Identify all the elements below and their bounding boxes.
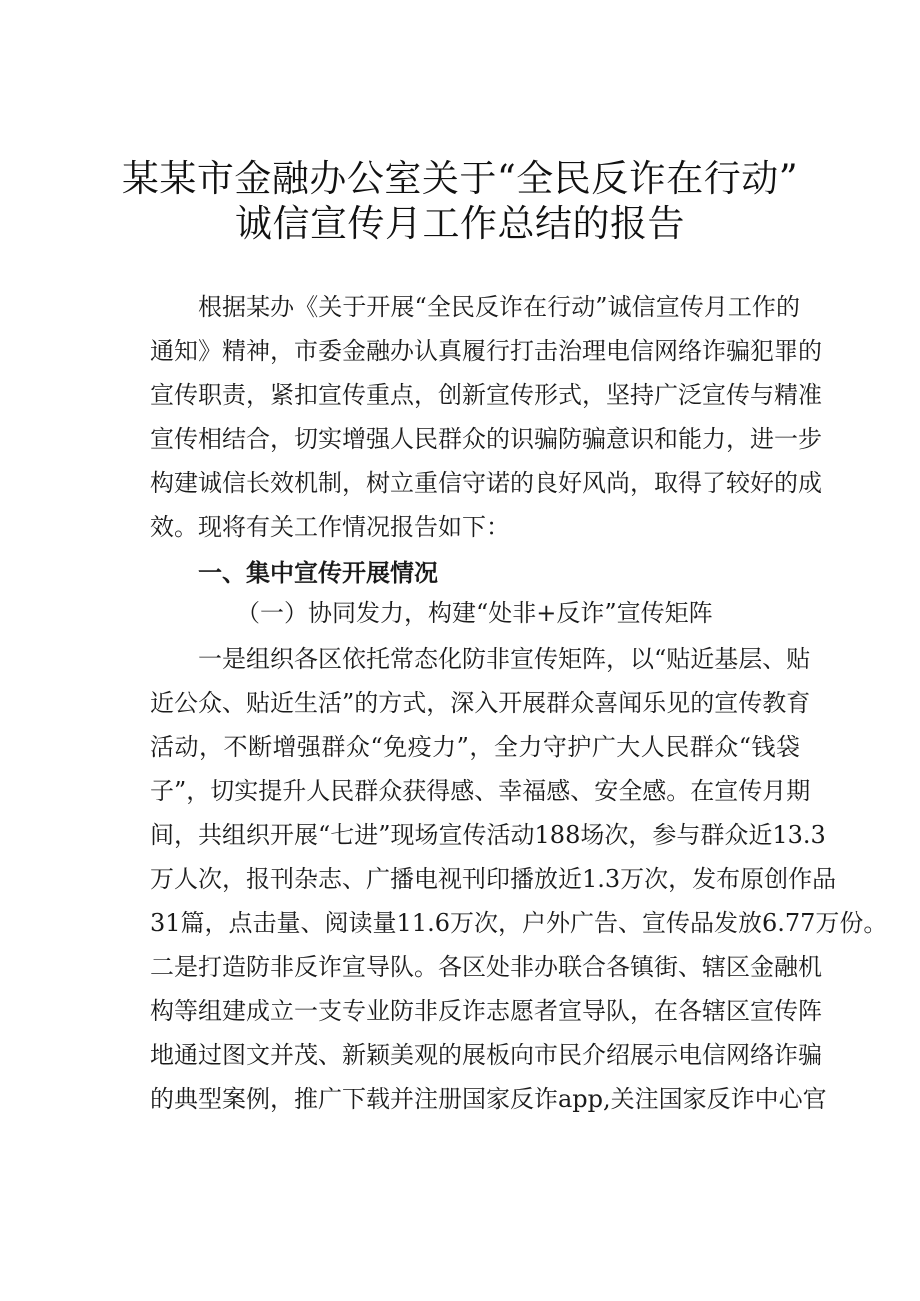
subsection-heading: （一）协同发力，构建“处非+反诈”宣传矩阵 <box>236 599 713 627</box>
body-paragraph-line: 子”，切实提升人民群众获得感、幸福感、安全感。在宣传月期 <box>150 777 811 805</box>
document-title-line-2: 诚信宣传月工作总结的报告 <box>235 202 685 245</box>
intro-paragraph-line: 通知》精神，市委金融办认真履行打击治理电信网络诈骗犯罪的 <box>150 337 822 365</box>
intro-paragraph-line: 效。现将有关工作情况报告如下： <box>150 513 510 541</box>
body-paragraph-line: 二是打造防非反诈宣导队。各区处非办联合各镇街、辖区金融机 <box>150 953 822 981</box>
body-paragraph-line: 活动，不断增强群众“免疫力”，全力守护广大人民群众“钱袋 <box>150 733 800 761</box>
section-heading: 一、集中宣传开展情况 <box>198 559 438 587</box>
body-paragraph-line: 构等组建成立一支专业防非反诈志愿者宣导队，在各辖区宣传阵 <box>150 997 822 1025</box>
intro-paragraph-line: 根据某办《关于开展“全民反诈在行动”诚信宣传月工作的 <box>198 293 800 321</box>
body-paragraph-line: 间，共组织开展“七进”现场宣传活动188场次，参与群众近13.3 <box>150 821 826 849</box>
intro-paragraph-line: 宣传职责，紧扣宣传重点，创新宣传形式，坚持广泛宣传与精准 <box>150 381 822 409</box>
body-paragraph-line: 一是组织各区依托常态化防非宣传矩阵，以“贴近基层、贴 <box>198 645 811 673</box>
body-paragraph-line: 万人次，报刊杂志、广播电视刊印播放近1.3万次，发布原创作品 <box>150 865 837 893</box>
body-paragraph-line: 地通过图文并茂、新颖美观的展板向市民介绍展示电信网络诈骗 <box>150 1041 822 1069</box>
body-paragraph-line: 近公众、贴近生活”的方式，深入开展群众喜闻乐见的宣传教育 <box>150 689 811 717</box>
intro-paragraph-line: 宣传相结合，切实增强人民群众的识骗防骗意识和能力，进一步 <box>150 425 822 453</box>
body-paragraph-line: 的典型案例，推广下载并注册国家反诈app,关注国家反诈中心官 <box>150 1085 827 1113</box>
intro-paragraph-line: 构建诚信长效机制，树立重信守诺的良好风尚，取得了较好的成 <box>150 469 822 497</box>
body-paragraph-line: 31篇，点击量、阅读量11.6万次，户外广告、宣传品发放6.77万份。 <box>150 909 888 937</box>
document-title-line-1: 某某市金融办公室关于“全民反诈在行动” <box>121 157 799 200</box>
